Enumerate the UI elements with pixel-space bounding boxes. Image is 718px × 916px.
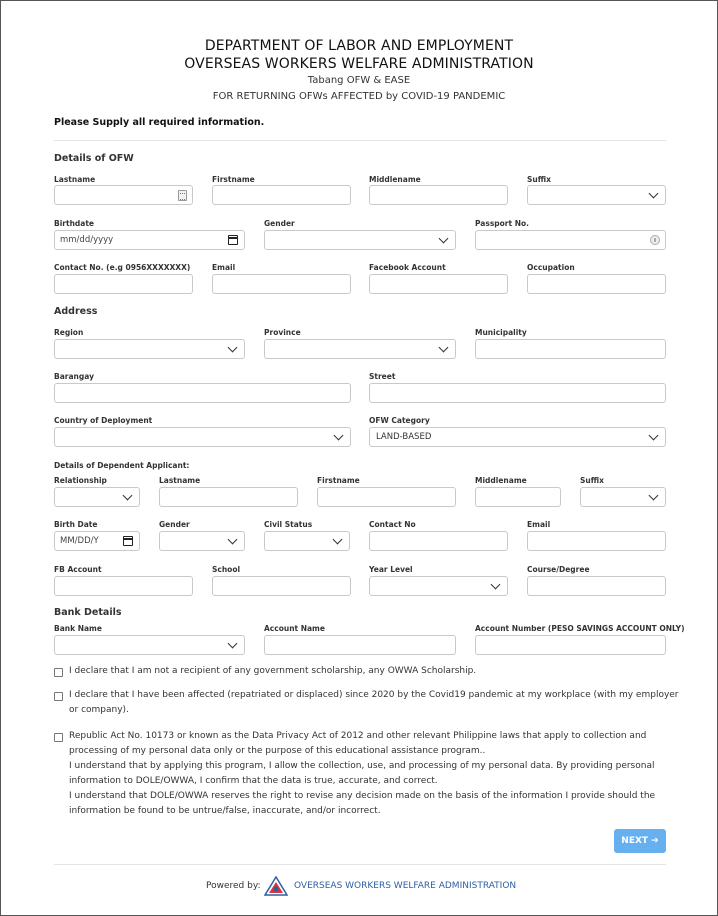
section-ofw-details: Details of OFW [54,153,134,164]
ofw-email-input[interactable] [212,274,351,294]
ofw-gender-label: Gender [264,219,295,228]
municipality-label: Municipality [475,328,527,337]
keyboard-icon [178,190,187,201]
street-label: Street [369,372,396,381]
page-subtitle-covid: FOR RETURNING OFWs AFFECTED by COVID-19 PANDEMIC [212,91,506,102]
dep-suffix-select[interactable] [580,487,666,507]
declaration-privacy-text [69,729,655,819]
ofw-facebook-label: Facebook Account [369,263,446,272]
province-select[interactable] [264,339,456,359]
dep-lastname-input[interactable] [159,487,298,507]
ofw-lastname-label: Lastname [54,175,96,184]
school-label: School [212,565,241,574]
year-level-label: Year Level [369,565,413,574]
ofw-category-value: LAND-BASED [376,432,432,442]
calendar-icon[interactable] [228,235,238,245]
ofw-category-label: OFW Category [369,416,430,425]
ofw-facebook-input[interactable] [369,274,508,294]
privacy-line: information to DOLE/OWWA, I confirm that the data is true, accurate, and correct. [69,776,438,786]
ofw-gender-select[interactable] [264,230,456,250]
dep-birthdate-input[interactable] [54,531,140,551]
ofw-middlename-label: Middlename [369,175,421,184]
dep-gender-select[interactable] [159,531,245,551]
declaration-covid-checkbox[interactable] [54,692,63,701]
account-number-input[interactable] [475,635,666,655]
dep-middlename-input[interactable] [475,487,561,507]
section-address: Address [54,306,98,317]
owwa-logo-icon [264,876,288,896]
required-note: Please Supply all required information. [54,117,265,128]
course-input[interactable] [527,576,666,596]
ofw-category-select[interactable] [369,427,666,447]
ofw-occupation-label: Occupation [527,263,575,272]
page-title-line2: OVERSEAS WORKERS WELFARE ADMINISTRATION [184,56,534,72]
page-subtitle: Tabang OFW & EASE [307,75,411,86]
dep-middlename-label: Middlename [475,476,527,485]
ofw-firstname-label: Firstname [212,175,255,184]
civil-status-select[interactable] [264,531,350,551]
fb-account-label: FB Account [54,565,102,574]
ofw-firstname-input[interactable] [212,185,351,205]
country-select[interactable] [54,427,351,447]
account-name-input[interactable] [264,635,456,655]
country-label: Country of Deployment [54,416,153,425]
dep-suffix-label: Suffix [580,476,604,485]
dep-birthdate-label: Birth Date [54,520,98,529]
ofw-occupation-input[interactable] [527,274,666,294]
password-manager-icon [650,235,660,245]
civil-status-label: Civil Status [264,520,313,529]
municipality-input[interactable] [475,339,666,359]
declaration-scholarship-text: I declare that I am not a recipient of any government scholarship, any OWWA Scholarship. [69,666,477,676]
region-select[interactable] [54,339,245,359]
ofw-birthdate-label: Birthdate [54,219,95,228]
ofw-suffix-select[interactable] [527,185,666,205]
privacy-line: I understand that by applying this program, I allow the collection, use, and processing of my personal data. By providing personal [69,761,655,771]
fb-account-input[interactable] [54,576,193,596]
declaration-privacy-checkbox[interactable] [54,733,63,742]
dep-birthdate-placeholder: MM/DD/Y [60,536,99,546]
privacy-line: Republic Act No. 10173 or known as the Data Privacy Act of 2012 and other relevant Philippine laws that apply to collection and [69,731,647,741]
dep-contact-input[interactable] [369,531,508,551]
declaration-covid-line: or company). [69,705,129,715]
dep-firstname-input[interactable] [317,487,456,507]
bank-name-label: Bank Name [54,624,102,633]
bank-name-select[interactable] [54,635,245,655]
relationship-select[interactable] [54,487,140,507]
ofw-contact-label: Contact No. (e.g 0956XXXXXXX) [54,263,191,272]
next-button[interactable]: NEXT ➔ [614,829,666,853]
dep-email-input[interactable] [527,531,666,551]
ofw-lastname-input[interactable] [54,185,193,205]
ofw-passport-label: Passport No. [475,219,529,228]
calendar-icon[interactable] [123,536,133,546]
dep-lastname-label: Lastname [159,476,201,485]
barangay-input[interactable] [54,383,351,403]
dep-email-label: Email [527,520,551,529]
barangay-label: Barangay [54,372,94,381]
ofw-email-label: Email [212,263,236,272]
ofw-birthdate-input[interactable] [54,230,245,250]
declaration-covid-line: I declare that I have been affected (repatriated or displaced) since 2020 by the Covid19 pandemic at my workplace (with my employer [69,690,679,700]
section-dependent: Details of Dependent Applicant: [54,461,190,470]
ofw-middlename-input[interactable] [369,185,508,205]
school-input[interactable] [212,576,351,596]
section-bank: Bank Details [54,607,122,618]
declaration-scholarship-checkbox[interactable] [54,668,63,677]
region-label: Region [54,328,84,337]
course-label: Course/Degree [527,565,590,574]
privacy-line: information be found to be untrue/false, inaccurate, and/or incorrect. [69,806,381,816]
privacy-line: I understand that DOLE/OWWA reserves the right to revise any decision made on the basis of the information I provide should the [69,791,656,801]
account-number-label: Account Number (PESO SAVINGS ACCOUNT ONLY) [475,624,685,633]
street-input[interactable] [369,383,666,403]
birthdate-placeholder: mm/dd/yyyy [60,235,114,245]
ofw-suffix-label: Suffix [527,175,551,184]
footer-divider [54,864,666,865]
divider [54,140,666,141]
relationship-label: Relationship [54,476,107,485]
powered-by-label: Powered by: [206,881,261,891]
declaration-covid-text [69,688,679,718]
account-name-label: Account Name [264,624,325,633]
privacy-line: processing of my personal data only or the purpose of this educational assistance program.. [69,746,486,756]
ofw-passport-input[interactable] [475,230,666,250]
province-label: Province [264,328,301,337]
dep-firstname-label: Firstname [317,476,360,485]
owwa-footer-link[interactable]: OVERSEAS WORKERS WELFARE ADMINISTRATION [294,881,517,891]
dep-gender-label: Gender [159,520,190,529]
year-level-select[interactable] [369,576,508,596]
ofw-contact-input[interactable] [54,274,193,294]
dep-contact-label: Contact No [369,520,416,529]
page-title-line1: DEPARTMENT OF LABOR AND EMPLOYMENT [204,38,514,54]
